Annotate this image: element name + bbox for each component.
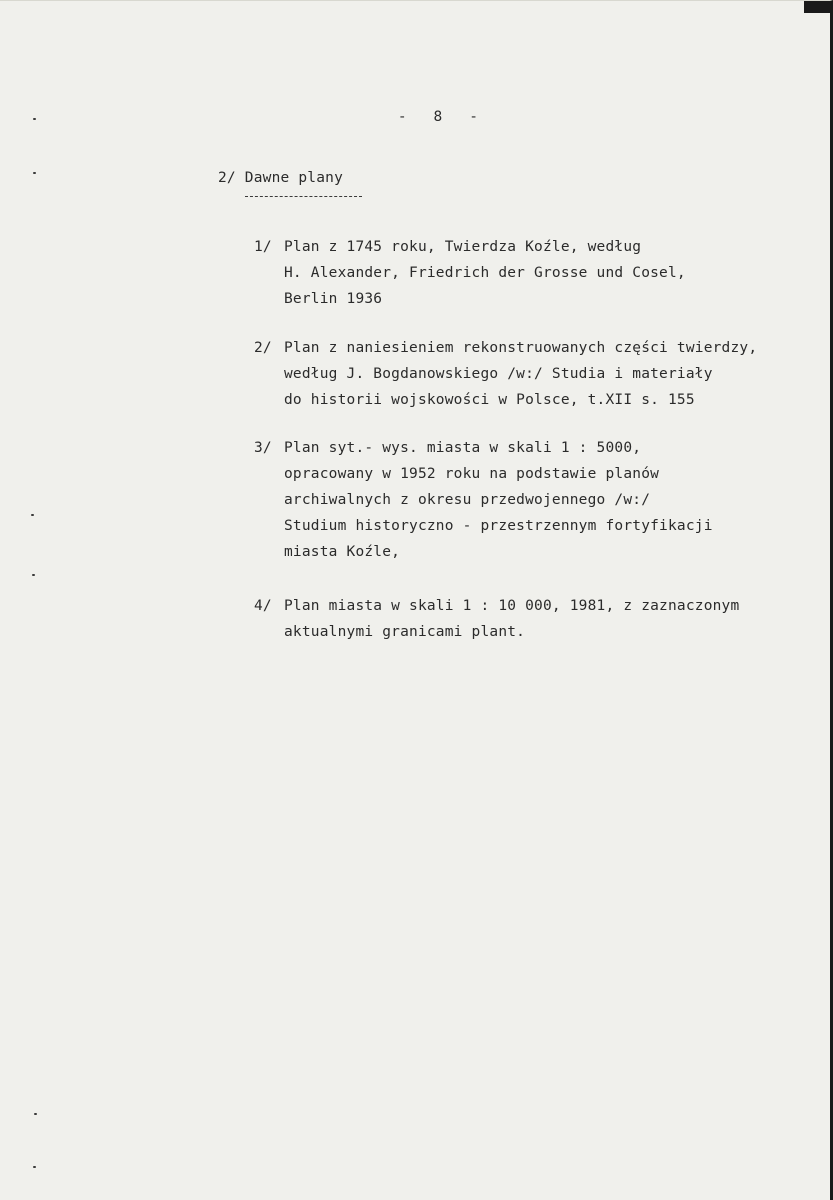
entry-text: archiwalnych z okresu przedwojennego /w:/ (284, 492, 651, 508)
section-underline (245, 196, 362, 197)
list-item (254, 435, 826, 565)
margin-speck (34, 1113, 37, 1115)
entry-text: aktualnymi granicami plant. (284, 624, 526, 640)
entry-line (254, 593, 826, 619)
margin-speck (32, 574, 35, 576)
entry-text: do historii wojskowości w Polsce, t.XII s. 155 (284, 392, 695, 408)
entry-line (254, 234, 826, 260)
entry-text: Plan syt.- wys. miasta w skali 1 : 5000, (284, 440, 642, 456)
margin-speck (31, 514, 34, 516)
entry-text: Plan miasta w skali 1 : 10 000, 1981, z zaznaczonym (284, 598, 740, 614)
section-title: 2/ Dawne plany (218, 170, 344, 186)
entry-text: miasta Koźle, (284, 544, 401, 560)
entry-number: 4/ (254, 598, 272, 614)
entry-text: Studium historyczno - przestrzennym fortyfikacji (284, 518, 713, 534)
margin-speck (33, 1166, 36, 1168)
scan-corner-mark (804, 1, 830, 13)
entry-text: H. Alexander, Friedrich der Grosse und Cosel, (284, 265, 686, 281)
margin-speck (33, 172, 36, 174)
entry-text: Plan z naniesieniem rekonstruowanych części twierdzy, (284, 340, 758, 356)
entry-number: 2/ (254, 340, 272, 356)
entry-text: według J. Bogdanowskiego /w:/ Studia i materiały (284, 366, 713, 382)
entry-number: 3/ (254, 440, 272, 456)
entry-text: Berlin 1936 (284, 291, 383, 307)
page-number: - 8 - (397, 109, 479, 125)
list-item (254, 335, 826, 413)
entry-text: Plan z 1745 roku, Twierdza Koźle, według (284, 239, 642, 255)
list-item (254, 234, 826, 312)
entry-number: 1/ (254, 239, 272, 255)
entry-text: opracowany w 1952 roku na podstawie planów (284, 466, 660, 482)
margin-speck (33, 118, 36, 120)
list-item (254, 593, 826, 645)
entry-line (254, 435, 826, 461)
entry-line (254, 335, 826, 361)
